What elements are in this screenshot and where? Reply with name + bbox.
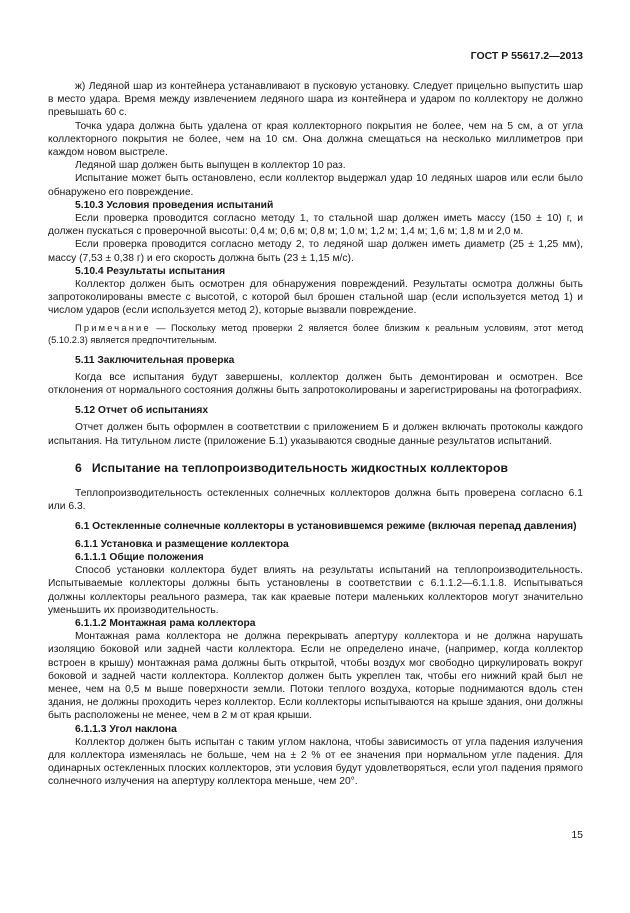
- heading-5-10-4: 5.10.4 Результаты испытания: [75, 265, 226, 277]
- heading-6-1-1-3: 6.1.1.3 Угол наклона: [75, 723, 177, 735]
- section-heading-6: [48, 462, 583, 475]
- paragraph: Монтажная рама коллектора не должна перекрывать апертуру коллектора и не должна нарушать изоляцию боковой или задней части коллектора. Если не определено иначе, (например, когда коллектор встроен в крышу) монтажная рама должны быть открытой, чтобы воздух мог свободно циркулировать вокруг боковой и задней части коллектора. Коллектор должен быть укреплен так, чтобы его нижний край был не менее, чем на 0,5 м выше поверхности земли. Потоки теплого воздуха, которые поднимаются вдоль стен здания, не должны проходить через коллектор. Если коллекторы испытываются на крыше здания, они должны быть расположены не менее, чем в 2 м от края крыши.: [48, 631, 583, 722]
- standard-id: ГОСТ Р 55617.2—2013: [470, 50, 583, 62]
- page-number: 15: [571, 829, 583, 841]
- note-lead: Примечание: [75, 322, 151, 333]
- heading-5-10-3: 5.10.3 Условия проведения испытаний: [75, 199, 274, 211]
- paragraph: Если проверка проводится согласно методу 1, то стальной шар должен иметь массу (150 ± 10) г, и должен пускаться с проверочной высоты: 0,4 м; 0,6 м; 0,8 м; 1,0 м; 1,2 м; 1,4 м; 1,6 м; 1,8 м и 2,0 м.: [48, 213, 583, 238]
- heading-6-1-1-2: 6.1.1.2 Монтажная рама коллектора: [75, 617, 256, 629]
- heading-5-12: 5.12 Отчет об испытаниях: [75, 405, 209, 417]
- heading-6-1: 6.1 Остекленные солнечные коллекторы в установившемся режиме (включая перепад давления): [75, 521, 577, 533]
- paragraph: Точка удара должна быть удалена от края коллекторного покрытия не более, чем на 5 см, а от угла коллекторного покрытия не более, чем на 10 см. Она должна смещаться на несколько миллиметров при каждом новом выстреле.: [48, 120, 583, 159]
- paragraph: Ледяной шар должен быть выпущен в коллектор 10 раз.: [75, 160, 346, 172]
- paragraph: Когда все испытания будут завершены, коллектор должен быть демонтирован и осмотрен. Все отклонения от нормального состояния должны быть запротоколированы и зарегистрированы на фотографиях.: [48, 371, 583, 397]
- page-body: [48, 80, 583, 789]
- heading-6-1-1-1: 6.1.1.1 Общие положения: [75, 551, 204, 563]
- paragraph: ж) Ледяной шар из контейнера устанавливают в пусковую установку. Следует прицельно выпустить шар в место удара. Время между извлечением ледяного шара из контейнера и ударом по коллектору не должно превышать 60 с.: [48, 81, 583, 119]
- paragraph: Способ установки коллектора будет влиять на результаты испытаний на теплопроизводительность. Испытываемые коллекторы должны быть установлены в соответствии с 6.1.1.2—6.1.1.8. Испытываться должны коллекторы реального размера, так как краевые потери маленьких коллекторов могут значительно уменьшить их производительность.: [48, 565, 583, 616]
- paragraph: Отчет должен быть оформлен в соответствии с приложением Б и должен включать протоколы каждого испытания. На титульном листе (приложение Б.1) указываются сводные данные результатов испытаний.: [48, 422, 583, 447]
- paragraph: Если проверка проводится согласно методу 2, то ледяной шар должен иметь диаметр (25 ± 1,25 мм), массу (7,53 ± 0,38 г) и его скорость должна быть (23 ± 1,15 м/с).: [48, 239, 583, 264]
- heading-6-1-1: 6.1.1 Установка и размещение коллектора: [75, 538, 289, 550]
- heading-5-11: 5.11 Заключительная проверка: [75, 354, 235, 366]
- note-text: — Поскольку метод проверки 2 является более близким к реальным условиям, этот метод (5.10.2.3) является предпочтительным.: [48, 322, 583, 346]
- paragraph: Коллектор должен быть испытан с таким углом наклона, чтобы зависимость от угла падения излучения для коллектора изменялась не больше, чем на ± 2 % от ее значения при нормальном угле падения. Для одинарных остекленных плоских коллекторов, эти условия будут удовлетворяться, если угол падения прямого солнечного излучения на апертуру коллектора меньше, чем 20°.: [48, 736, 583, 788]
- section-title: Испытание на теплопроизводительность жидкостных коллекторов: [91, 460, 509, 475]
- paragraph: Испытание может быть остановлено, если коллектор выдержал удар 10 ледяных шаров или если было обнаружено его повреждение.: [48, 173, 583, 198]
- paragraph: Теплопроизводительность остекленных солнечных коллекторов должна быть проверена согласно 6.1 или 6.3.: [48, 488, 583, 513]
- note: [48, 322, 583, 347]
- section-number: 6: [75, 460, 82, 475]
- paragraph: Коллектор должен быть осмотрен для обнаружения повреждений. Результаты осмотра должны быть запротоколированы вместе с высотой, с которой был брошен стальной шар (если используется метод 1) и числом ударов (если используется метод 2), которые вызвали повреждение.: [48, 279, 583, 317]
